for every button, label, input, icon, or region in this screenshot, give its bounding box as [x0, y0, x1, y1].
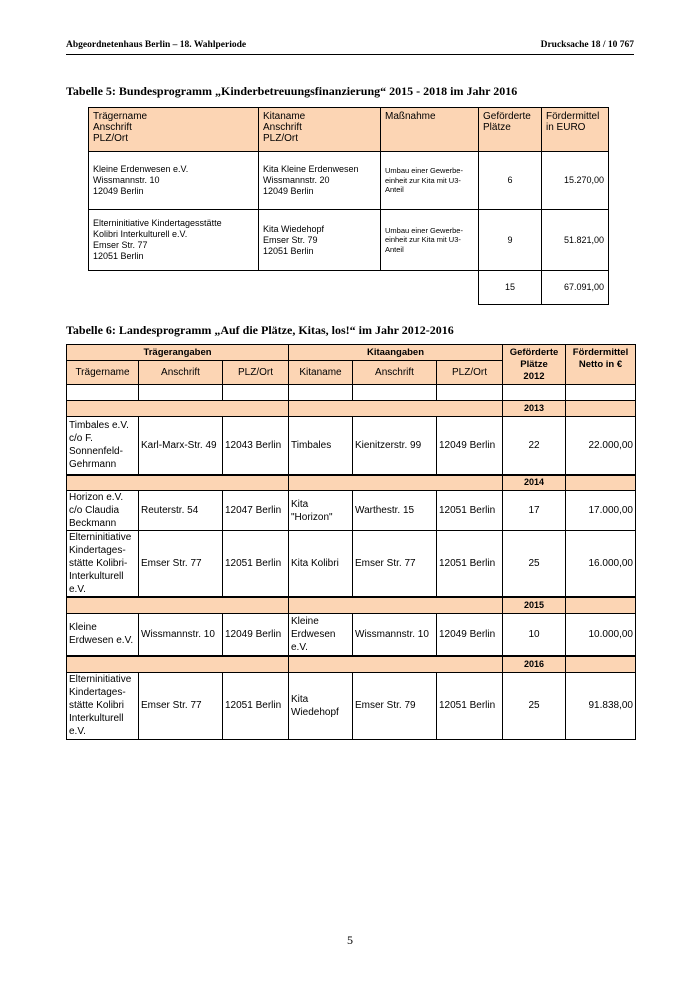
anschrift-cell: Reuterstr. 54 [139, 491, 223, 531]
cell-line: 12051 Berlin [93, 251, 144, 261]
cell-line: einheit zur Kita mit U3- [385, 235, 461, 245]
year-row-fill [566, 597, 636, 613]
empty-cell [289, 385, 353, 401]
mittel-cell: 15.270,00 [542, 152, 609, 210]
cell-line: Elterninitiative [69, 674, 132, 685]
group-header-mittel [566, 345, 636, 385]
cell-line: c/o F. [69, 433, 93, 445]
year-row-fill [289, 475, 503, 491]
plaetze-cell: 25 [503, 531, 566, 598]
header-line: Anschrift [93, 122, 132, 133]
header-line: Fördermittel [572, 347, 629, 358]
massnahme-cell [381, 210, 479, 271]
cell-line: stätte Kolibri [69, 700, 125, 711]
year-row [67, 597, 636, 613]
group-header-plaetze [503, 345, 566, 385]
table-row [89, 152, 609, 210]
year-row-fill [289, 656, 503, 672]
table6 [66, 344, 636, 740]
cell-line: Interkulturell [69, 571, 124, 582]
kitaname-cell [289, 613, 353, 656]
table-row [67, 672, 636, 739]
cell-line: Elterninitiative Kindertagesstätte [93, 218, 222, 228]
empty-cell [259, 271, 381, 305]
plz-cell: 12049 Berlin [223, 613, 289, 656]
year-row-fill [67, 656, 289, 672]
table5-header-mittel [542, 108, 609, 152]
kita-anschrift-cell: Emser Str. 77 [353, 531, 437, 598]
traegername-cell [67, 613, 139, 656]
kitaname-cell [289, 672, 353, 739]
total-mittel: 67.091,00 [542, 271, 609, 305]
cell-line: Wiedehopf [291, 706, 339, 718]
kita-cell [259, 152, 381, 210]
kitaname-cell [289, 417, 353, 475]
cell-line: Elterninitiative [69, 532, 132, 543]
header-line: Plätze [520, 359, 548, 370]
table5-header-kita [259, 108, 381, 152]
table6-title: Tabelle 6: Landesprogramm „Auf die Plätze, Kitas, los!“ im Jahr 2012-2016 [66, 323, 454, 337]
cell-line: Erdwesen e.V. [69, 635, 134, 647]
year-label: 2013 [503, 401, 566, 417]
empty-cell [89, 271, 259, 305]
kitaname-cell [289, 531, 353, 598]
year-row-fill [67, 401, 289, 417]
cell-line: Kita [291, 693, 309, 705]
header-line: PLZ/Ort [93, 133, 129, 144]
cell-line: Kita "Horizon" [291, 498, 333, 523]
table5-header-traeger [89, 108, 259, 152]
cell-line: Beckmann [69, 518, 117, 529]
plaetze-cell: 17 [503, 491, 566, 531]
cell-line: Kleine [69, 622, 97, 634]
cell-line: 12049 Berlin [93, 186, 144, 196]
traegername-cell [67, 672, 139, 739]
cell-line: einheit zur Kita mit U3- [385, 175, 461, 185]
header-line: Anschrift [263, 122, 302, 133]
year-label: 2016 [503, 656, 566, 672]
anschrift-cell: Wissmannstr. 10 [139, 613, 223, 656]
header-line: PLZ/Ort [263, 133, 299, 144]
plaetze-cell: 10 [503, 613, 566, 656]
cell-line: Timbales e.V. [69, 420, 129, 432]
year-row-fill [67, 597, 289, 613]
cell-line: Kita Kleine Erdenwesen [263, 164, 359, 174]
cell-line: Emser Str. 77 [93, 240, 148, 250]
cell-line: Interkulturell [69, 713, 124, 724]
traeger-cell [89, 210, 259, 271]
table-row [67, 491, 636, 531]
empty-cell [437, 385, 503, 401]
cell-line: Timbales [291, 439, 332, 451]
sub-header-kita-anschrift: Anschrift [353, 361, 437, 385]
traegername-cell [67, 417, 139, 475]
cell-line: Wissmannstr. 20 [263, 175, 330, 185]
cell-line: Umbau einer Gewerbe- [385, 166, 463, 176]
kita-anschrift-cell: Kienitzerstr. 99 [353, 417, 437, 475]
kita-plz-cell: 12049 Berlin [437, 417, 503, 475]
header-right: Drucksache 18 / 10 767 [540, 40, 634, 50]
mittel-cell: 10.000,00 [566, 613, 636, 656]
empty-cell [381, 271, 479, 305]
header-line: Fördermittel [546, 111, 600, 122]
cell-line: Wissmannstr. 10 [93, 175, 160, 185]
table5-header-row [89, 108, 609, 152]
cell-line: Kita Kolibri [291, 558, 339, 569]
plz-cell: 12051 Berlin [223, 531, 289, 598]
year-row [67, 475, 636, 491]
cell-line: Anteil [385, 244, 404, 254]
sub-header-traegername: Trägername [67, 361, 139, 385]
cell-line: Kindertages- [69, 545, 126, 556]
header-line: Netto in € [578, 359, 623, 370]
empty-cell [223, 385, 289, 401]
header-line: 2012 [523, 371, 545, 382]
cell-line: Emser Str. 79 [263, 234, 318, 245]
massnahme-cell [381, 152, 479, 210]
mittel-cell: 51.821,00 [542, 210, 609, 271]
cell-line: Kindertages- [69, 687, 126, 698]
cell-line: Anteil [385, 185, 404, 195]
cell-line: stätte Kolibri- [69, 558, 128, 569]
kitaname-cell [289, 491, 353, 531]
header-line: Plätze [483, 122, 511, 133]
header-line: Geförderte [483, 111, 531, 122]
traeger-cell [89, 152, 259, 210]
cell-line: c/o Claudia [69, 505, 120, 516]
plz-cell: 12043 Berlin [223, 417, 289, 475]
cell-line: 12049 Berlin [263, 186, 314, 196]
kita-anschrift-cell: Warthestr. 15 [353, 491, 437, 531]
year-row [67, 656, 636, 672]
header-left: Abgeordnetenhaus Berlin – 18. Wahlperiode [66, 40, 247, 50]
kita-plz-cell: 12049 Berlin [437, 613, 503, 656]
cell-line: e.V. [69, 584, 86, 595]
kita-plz-cell: 12051 Berlin [437, 491, 503, 531]
header-line: Kitaname [263, 111, 306, 122]
year-row-fill [566, 656, 636, 672]
anschrift-cell: Emser Str. 77 [139, 531, 223, 598]
header-line: Trägername [93, 111, 148, 122]
sub-header-anschrift: Anschrift [139, 361, 223, 385]
cell-line: Kleine [291, 615, 319, 627]
cell-line: Sonnenfeld- [69, 446, 123, 458]
empty-cell [503, 385, 566, 401]
mittel-cell: 16.000,00 [566, 531, 636, 598]
traegername-cell [67, 491, 139, 531]
cell-line: Kolibri Interkulturell e.V. [93, 229, 188, 239]
year-label: 2015 [503, 597, 566, 613]
plz-cell: 12051 Berlin [223, 672, 289, 739]
empty-row [67, 385, 636, 401]
kita-anschrift-cell: Emser Str. 79 [353, 672, 437, 739]
table5-header-massnahme [381, 108, 479, 152]
cell-line: Erdwesen [291, 628, 336, 640]
total-plaetze: 15 [479, 271, 542, 305]
year-row-fill [566, 401, 636, 417]
cell-line: Kita Wiedehopf [263, 223, 325, 234]
table5-total-row [89, 271, 609, 305]
empty-cell [353, 385, 437, 401]
table-row [67, 613, 636, 656]
anschrift-cell: Karl-Marx-Str. 49 [139, 417, 223, 475]
header-line: in EURO [546, 122, 586, 133]
page-header [66, 40, 634, 55]
table5-header-plaetze [479, 108, 542, 152]
table5 [88, 107, 609, 305]
year-row-fill [566, 475, 636, 491]
mittel-cell: 91.838,00 [566, 672, 636, 739]
year-row-fill [67, 475, 289, 491]
mittel-cell: 17.000,00 [566, 491, 636, 531]
kita-anschrift-cell: Wissmannstr. 10 [353, 613, 437, 656]
table5-title: Tabelle 5: Bundesprogramm „Kinderbetreuungsfinanzierung“ 2015 - 2018 im Jahr 2016 [66, 84, 518, 98]
cell-line: e.V. [291, 641, 308, 653]
page-number: 5 [347, 933, 353, 947]
sub-header-plz: PLZ/Ort [223, 361, 289, 385]
cell-line: 12051 Berlin [263, 245, 314, 256]
plaetze-cell: 6 [479, 152, 542, 210]
mittel-cell: 22.000,00 [566, 417, 636, 475]
year-row-fill [289, 401, 503, 417]
table-row [89, 210, 609, 271]
sub-header-kita-plz: PLZ/Ort [437, 361, 503, 385]
kita-plz-cell: 12051 Berlin [437, 531, 503, 598]
cell-line: e.V. [69, 726, 86, 737]
group-header-kita: Kitaangaben [289, 345, 503, 361]
table6-group-header-row [67, 345, 636, 361]
plz-cell: 12047 Berlin [223, 491, 289, 531]
year-row-fill [289, 597, 503, 613]
cell-line: Kleine Erdenwesen e.V. [93, 164, 189, 174]
cell-line: Horizon e.V. [69, 492, 124, 503]
plaetze-cell: 9 [479, 210, 542, 271]
table-row [67, 417, 636, 475]
empty-cell [67, 385, 139, 401]
traegername-cell [67, 531, 139, 598]
year-row [67, 401, 636, 417]
group-header-traeger: Trägerangaben [67, 345, 289, 361]
kita-cell [259, 210, 381, 271]
plaetze-cell: 25 [503, 672, 566, 739]
empty-cell [566, 385, 636, 401]
anschrift-cell: Emser Str. 77 [139, 672, 223, 739]
empty-cell [139, 385, 223, 401]
sub-header-kitaname: Kitaname [289, 361, 353, 385]
header-line: Geförderte [509, 347, 559, 358]
kita-plz-cell: 12051 Berlin [437, 672, 503, 739]
year-label: 2014 [503, 475, 566, 491]
header-line: Maßnahme [385, 111, 436, 122]
plaetze-cell: 22 [503, 417, 566, 475]
cell-line: Umbau einer Gewerbe- [385, 225, 463, 235]
cell-line: Gehrmann [69, 459, 117, 471]
table-row [67, 531, 636, 598]
